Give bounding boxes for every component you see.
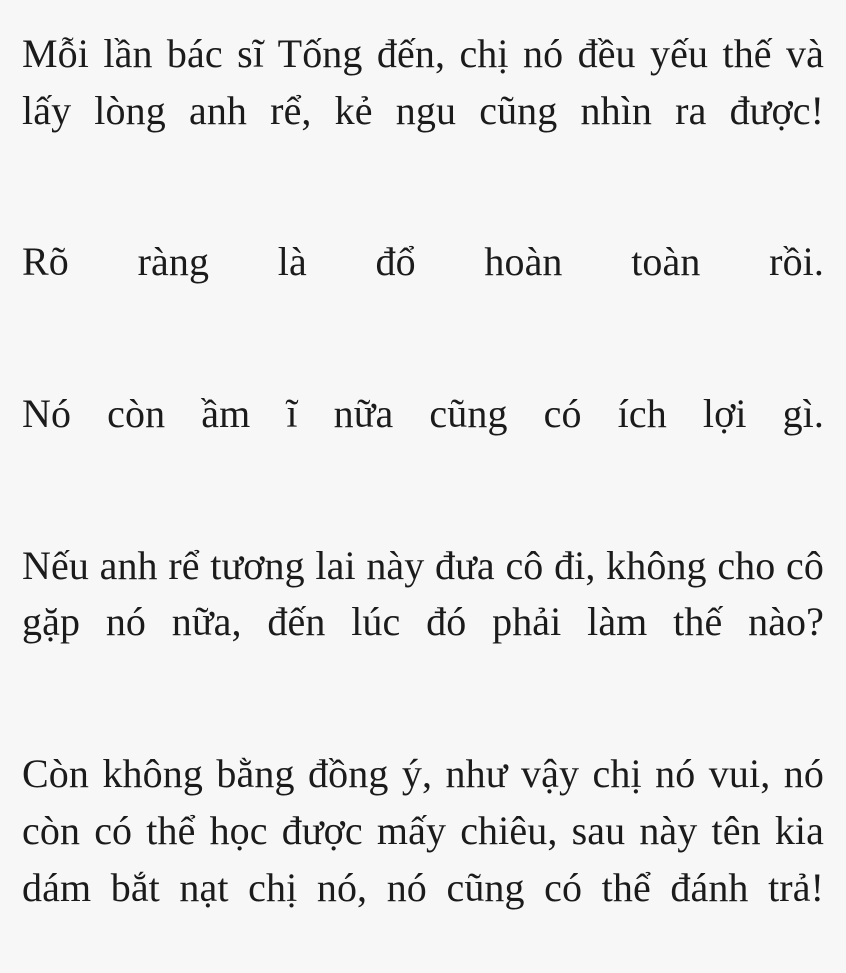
paragraph: Nếu anh rể tương lai này đưa cô đi, không cho cô gặp nó nữa, đến lúc đó phải làm thế nào? [22, 542, 824, 645]
paragraph: Rõ ràng là đổ hoàn toàn rồi. [22, 239, 824, 285]
paragraph: Nó còn ầm ĩ nữa cũng có ích lợi gì. [22, 390, 824, 436]
paragraph: Còn không bằng đồng ý, như vậy chị nó vui, nó còn có thể học được mấy chiêu, sau này tên kia dám bắt nạt chị nó, nó cũng có thể đánh trả! [22, 750, 824, 910]
paragraph: Mỗi lần bác sĩ Tống đến, chị nó đều yếu thế và lấy lòng anh rể, kẻ ngu cũng nhìn ra được! [22, 31, 824, 133]
